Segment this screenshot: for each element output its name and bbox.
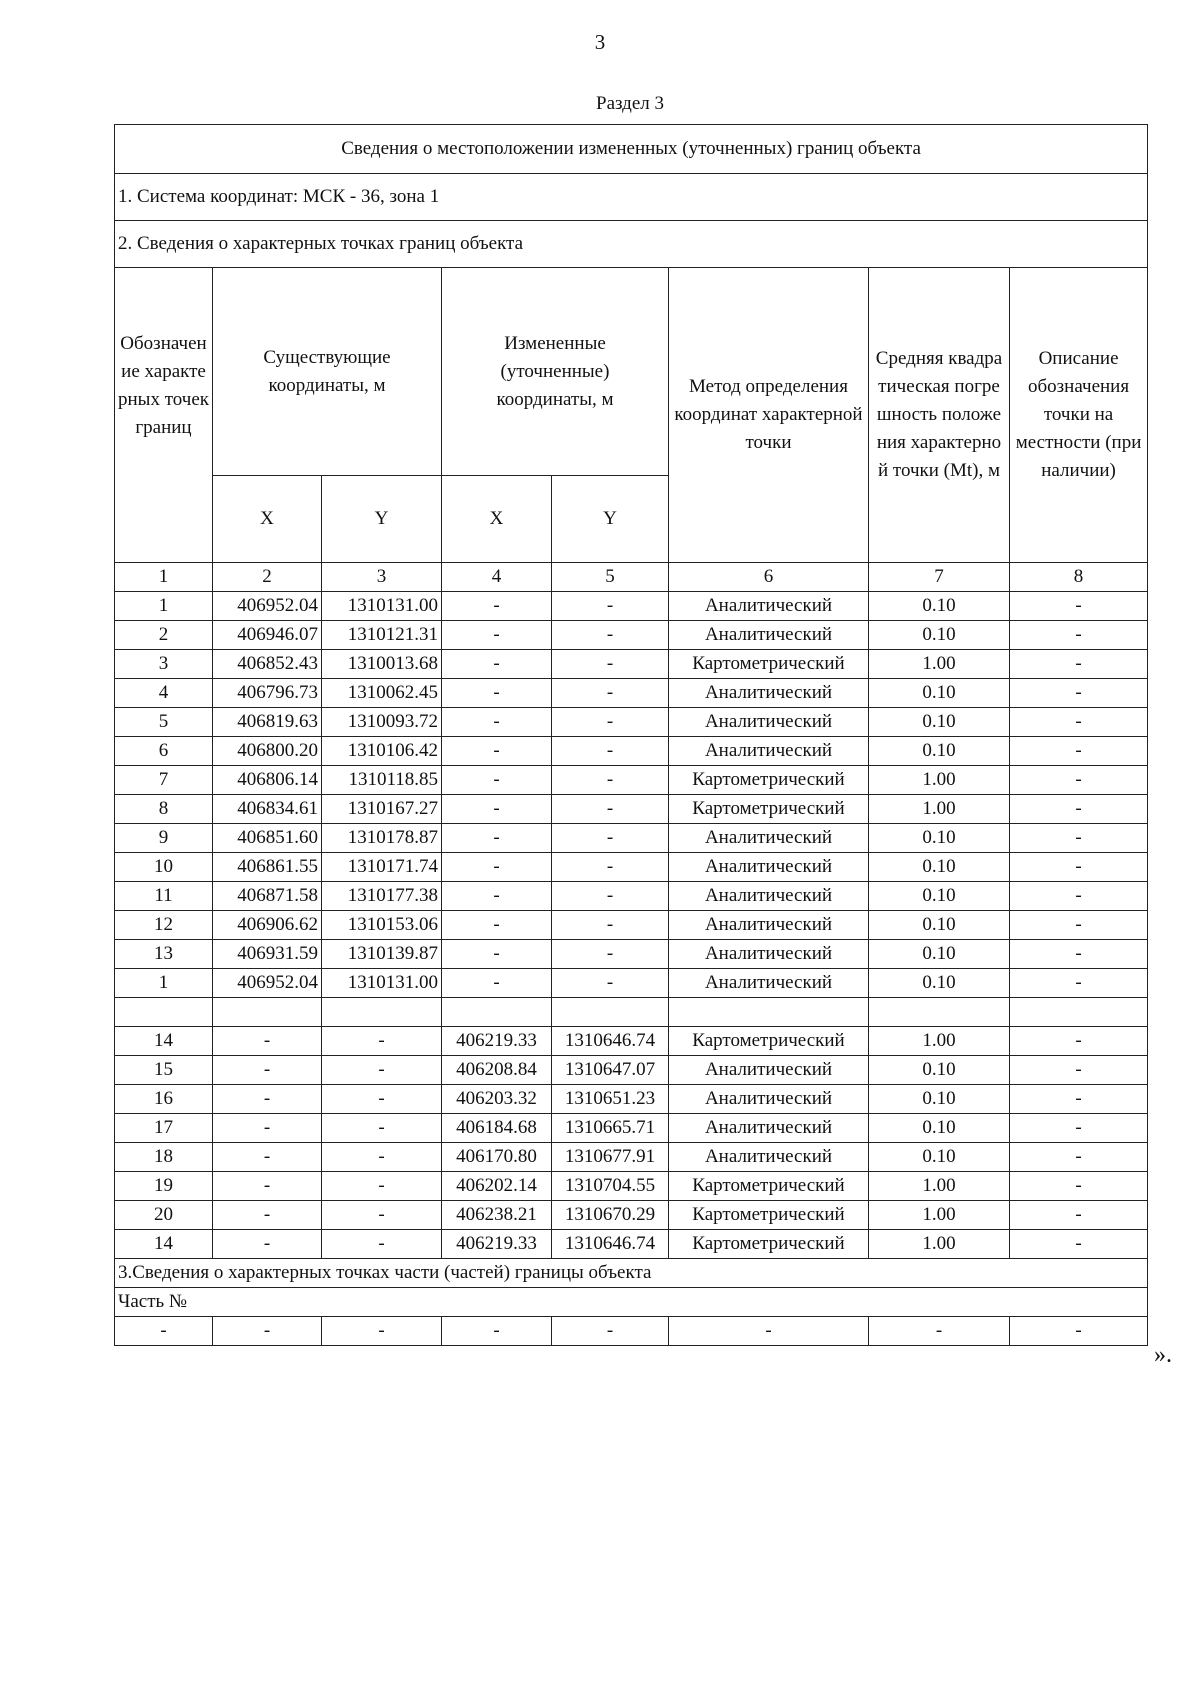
table-cell: 406952.04 [213,592,322,621]
table-cell: 1310665.71 [552,1114,669,1143]
table-cell: 1310093.72 [322,708,442,737]
table-cell: - [213,1172,322,1201]
table-cell: 1.00 [869,1201,1010,1230]
header-point-designation: Обозначение характерных точек границ [115,268,213,563]
table-cell: 1.00 [869,766,1010,795]
table-cell: - [213,1056,322,1085]
table-cell: 11 [115,882,213,911]
table-cell: Картометрический [669,1201,869,1230]
table-cell: Аналитический [669,824,869,853]
parts-cell: - [115,1317,213,1346]
header-existing-coords: Существующие координаты, м [213,268,442,476]
column-number-cell: 5 [552,563,669,592]
table-cell: - [1010,679,1148,708]
table-cell: Аналитический [669,679,869,708]
table-cell: Картометрический [669,1230,869,1259]
table-cell: 1310704.55 [552,1172,669,1201]
table-cell: - [322,1230,442,1259]
table-row [115,824,1148,853]
table-cell: 2 [115,621,213,650]
table-cell: - [322,1143,442,1172]
table-cell: - [442,679,552,708]
table-cell: - [322,1027,442,1056]
table-row [115,621,1148,650]
table-row [115,1027,1148,1056]
table-cell: 0.10 [869,708,1010,737]
table-row [115,737,1148,766]
table-cell: 1310177.38 [322,882,442,911]
table-cell: 1310139.87 [322,940,442,969]
table-row [115,795,1148,824]
table-row [115,1143,1148,1172]
table-cell: 1310131.00 [322,592,442,621]
table-title: Сведения о местоположении измененных (уточненных) границ объекта [115,125,1148,174]
table-cell: 406219.33 [442,1230,552,1259]
table-cell: - [322,1201,442,1230]
table-row [115,969,1148,998]
table-cell: 0.10 [869,1143,1010,1172]
table-cell: - [1010,1172,1148,1201]
table-cell: 406906.62 [213,911,322,940]
table-cell: Аналитический [669,1056,869,1085]
table-cell: 1310670.29 [552,1201,669,1230]
parts-cell: - [552,1317,669,1346]
table-cell: - [552,621,669,650]
table-cell: - [442,940,552,969]
table-cell: 406208.84 [442,1056,552,1085]
table-cell: Аналитический [669,737,869,766]
table-cell: - [552,969,669,998]
table-cell: - [442,708,552,737]
table-cell: - [552,882,669,911]
column-number-cell: 1 [115,563,213,592]
table-cell: Аналитический [669,592,869,621]
table-cell: - [1010,911,1148,940]
table-cell: 1310118.85 [322,766,442,795]
table-cell: - [1010,795,1148,824]
table-cell: - [213,1085,322,1114]
table-cell: - [213,1027,322,1056]
table-cell: 1310646.74 [552,1027,669,1056]
table-cell: - [1010,1230,1148,1259]
table-cell: - [552,940,669,969]
table-cell: 406806.14 [213,766,322,795]
table-cell: - [442,621,552,650]
table-cell: 0.10 [869,1114,1010,1143]
table-row [115,853,1148,882]
table-cell: 20 [115,1201,213,1230]
parts-heading: 3.Сведения о характерных точках части (частей) границы объекта [115,1259,1148,1288]
table-cell: 4 [115,679,213,708]
table-cell: Аналитический [669,853,869,882]
table-cell: 406238.21 [442,1201,552,1230]
coordinate-system: 1. Система координат: МСК - 36, зона 1 [115,174,1148,221]
parts-cell: - [869,1317,1010,1346]
table-cell: - [552,592,669,621]
table-cell: 1310153.06 [322,911,442,940]
table-cell: - [213,1143,322,1172]
table-cell: - [1010,708,1148,737]
table-cell: 6 [115,737,213,766]
table-cell: - [552,911,669,940]
table-cell: Аналитический [669,911,869,940]
table-cell: 15 [115,1056,213,1085]
table-cell: 1.00 [869,1230,1010,1259]
table-cell: Аналитический [669,708,869,737]
blank-separator-row [115,998,1148,1027]
table-cell: 1 [115,592,213,621]
table-cell: 406931.59 [213,940,322,969]
table-cell: Аналитический [669,969,869,998]
table-cell: 406946.07 [213,621,322,650]
table-cell: 19 [115,1172,213,1201]
table-cell: 406219.33 [442,1027,552,1056]
table-cell: 14 [115,1230,213,1259]
table-cell: - [552,795,669,824]
table-cell: 0.10 [869,1085,1010,1114]
header-existing-x: X [213,476,322,563]
header-changed-x: X [442,476,552,563]
table-cell: 406952.04 [213,969,322,998]
parts-cell: - [669,1317,869,1346]
table-cell: 1.00 [869,1172,1010,1201]
table-cell: - [1010,650,1148,679]
table-cell: - [442,853,552,882]
table-cell: Аналитический [669,1114,869,1143]
table-cell: 7 [115,766,213,795]
table-cell: 8 [115,795,213,824]
table-cell: 1310651.23 [552,1085,669,1114]
table-cell: 1310646.74 [552,1230,669,1259]
table-cell: 406851.60 [213,824,322,853]
table-cell: - [1010,853,1148,882]
table-cell: 9 [115,824,213,853]
table-cell: - [1010,592,1148,621]
page-number: 3 [594,30,606,54]
parts-cell: - [1010,1317,1148,1346]
table-cell: 0.10 [869,824,1010,853]
table-cell: - [1010,824,1148,853]
header-method: Метод определения координат характерной точки [669,268,869,563]
table-cell: 406871.58 [213,882,322,911]
table-cell: - [1010,882,1148,911]
table-cell: 0.10 [869,882,1010,911]
table-cell: 18 [115,1143,213,1172]
table-cell: 0.10 [869,621,1010,650]
table-cell: - [552,708,669,737]
table-cell: - [322,1085,442,1114]
table-row [115,1230,1148,1259]
header-mean-error: Средняя квадратическая погрешность положения характерной точки (Mt), м [869,268,1010,563]
table-cell: 1310131.00 [322,969,442,998]
table-cell: - [1010,969,1148,998]
table-cell: - [442,882,552,911]
table-cell: - [442,650,552,679]
table-cell: 406202.14 [442,1172,552,1201]
table-cell: Аналитический [669,882,869,911]
table-cell: - [1010,766,1148,795]
table-cell: Картометрический [669,650,869,679]
table-cell: 0.10 [869,969,1010,998]
table-cell: 406819.63 [213,708,322,737]
table-cell: 16 [115,1085,213,1114]
table-cell: Аналитический [669,1143,869,1172]
column-numbers-row [115,563,1148,592]
table-row [115,1201,1148,1230]
table-row [115,882,1148,911]
table-cell: 1310013.68 [322,650,442,679]
table-cell: 0.10 [869,679,1010,708]
table-cell: - [552,679,669,708]
table-cell: 406800.20 [213,737,322,766]
table-cell: - [442,795,552,824]
column-number-cell: 7 [869,563,1010,592]
parts-cell: - [442,1317,552,1346]
table-cell: - [1010,1201,1148,1230]
points-heading: 2. Сведения о характерных точках границ объекта [115,221,1148,268]
table-cell: - [552,650,669,679]
table-cell: - [442,592,552,621]
table-cell: Картометрический [669,1027,869,1056]
table-cell: - [1010,1056,1148,1085]
table-cell: Картометрический [669,766,869,795]
table-cell: - [213,1114,322,1143]
table-cell: 0.10 [869,853,1010,882]
table-row [115,708,1148,737]
table-cell: - [1010,1143,1148,1172]
table-row [115,940,1148,969]
table-cell: - [442,969,552,998]
column-number-cell: 4 [442,563,552,592]
section-label: Раздел 3 [596,93,664,114]
table-cell: 1 [115,969,213,998]
table-cell: Картометрический [669,1172,869,1201]
table-row [115,592,1148,621]
table-cell: 3 [115,650,213,679]
table-cell: Аналитический [669,1085,869,1114]
table-cell: - [552,766,669,795]
table-cell: - [442,911,552,940]
header-changed-y: Y [552,476,669,563]
table-cell: - [322,1114,442,1143]
table-cell: 1310106.42 [322,737,442,766]
table-cell: 406184.68 [442,1114,552,1143]
table-cell: - [442,737,552,766]
table-row [115,650,1148,679]
table-row [115,1056,1148,1085]
table-cell: 13 [115,940,213,969]
column-number-cell: 8 [1010,563,1148,592]
table-row [115,1114,1148,1143]
table-cell: 0.10 [869,911,1010,940]
table-cell: 1310647.07 [552,1056,669,1085]
table-row [115,679,1148,708]
part-number-label: Часть № [115,1288,1148,1317]
table-cell: - [213,1230,322,1259]
table-cell: - [442,766,552,795]
header-description: Описание обозначения точки на местности (при наличии) [1010,268,1148,563]
header-existing-y: Y [322,476,442,563]
table-cell: 5 [115,708,213,737]
table-cell: 406203.32 [442,1085,552,1114]
table-cell: 406796.73 [213,679,322,708]
header-changed-coords: Измененные (уточненные) координаты, м [442,268,669,476]
table-cell: 1310171.74 [322,853,442,882]
table-cell: - [442,824,552,853]
column-number-cell: 2 [213,563,322,592]
table-row [115,1172,1148,1201]
closing-quote-mark: ». [1154,1342,1172,1368]
table-cell: 1.00 [869,650,1010,679]
table-cell: 1310167.27 [322,795,442,824]
table-row [115,911,1148,940]
column-number-cell: 3 [322,563,442,592]
table-row [115,766,1148,795]
table-cell: 1.00 [869,1027,1010,1056]
table-cell: Картометрический [669,795,869,824]
table-cell: 14 [115,1027,213,1056]
table-cell: - [1010,1114,1148,1143]
parts-cell: - [213,1317,322,1346]
table-cell: - [213,1201,322,1230]
parts-cell: - [322,1317,442,1346]
table-cell: - [552,737,669,766]
parts-row [115,1317,1148,1346]
table-cell: 12 [115,911,213,940]
table-cell: Аналитический [669,621,869,650]
table-cell: 1310121.31 [322,621,442,650]
table-cell: 0.10 [869,592,1010,621]
table-cell: 0.10 [869,940,1010,969]
table-cell: 0.10 [869,737,1010,766]
table-cell: - [1010,621,1148,650]
table-cell: - [322,1172,442,1201]
table-cell: 17 [115,1114,213,1143]
table-cell: 1310677.91 [552,1143,669,1172]
table-cell: - [1010,940,1148,969]
table-cell: 406170.80 [442,1143,552,1172]
table-cell: Аналитический [669,940,869,969]
table-cell: - [552,824,669,853]
table-cell: - [322,1056,442,1085]
table-cell: 1.00 [869,795,1010,824]
table-cell: 10 [115,853,213,882]
table-cell: 1310062.45 [322,679,442,708]
table-cell: - [1010,1085,1148,1114]
table-cell: - [1010,737,1148,766]
table-cell: 406852.43 [213,650,322,679]
table-cell: 0.10 [869,1056,1010,1085]
table-row [115,1085,1148,1114]
boundary-points-table [114,124,1148,1346]
table-cell: 406861.55 [213,853,322,882]
table-cell: - [1010,1027,1148,1056]
table-cell: 1310178.87 [322,824,442,853]
column-number-cell: 6 [669,563,869,592]
table-cell: 406834.61 [213,795,322,824]
table-cell: - [552,853,669,882]
